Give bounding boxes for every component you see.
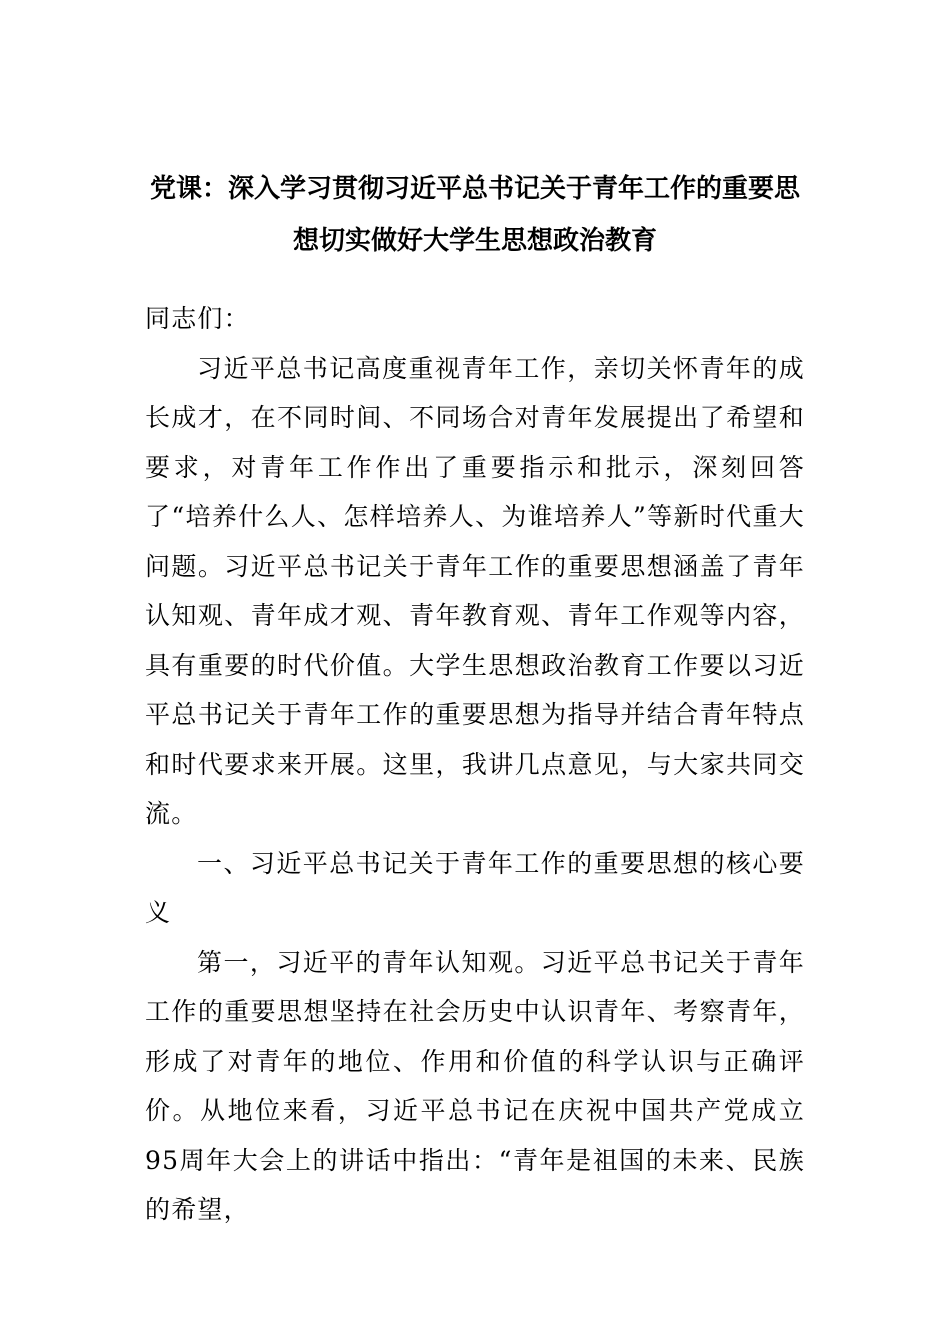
paragraph: 第一，习近平的青年认知观。习近平总书记关于青年工作的重要思想坚持在社会历史中认识青年、考察青年，形成了对青年的地位、作用和价值的科学认识与正确评价。从地位来看，习近平总书记在庆祝中国共产党成立95周年大会上的讲话中指出：“青年是祖国的未来、民族的希望， bbox=[145, 947, 805, 1225]
document-content bbox=[145, 146, 805, 1235]
paragraph: 习近平总书记高度重视青年工作，亲切关怀青年的成长成才，在不同时间、不同场合对青年发展提出了希望和要求，对青年工作作出了重要指示和批示，深刻回答了“培养什么人、怎样培养人、为谁培养人”等新时代重大问题。习近平总书记关于青年工作的重要思想涵盖了青年认知观、青年成才观、青年教育观、青年工作观等内容，具有重要的时代价值。大学生思想政治教育工作要以习近平总书记关于青年工作的重要思想为指导并结合青年特点和时代要求来开展。这里，我讲几点意见，与大家共同交流。 bbox=[145, 353, 805, 829]
paragraph: 一、习近平总书记关于青年工作的重要思想的核心要义 bbox=[145, 848, 805, 928]
document-body bbox=[145, 294, 805, 1235]
title-line-2: 想切实做好大学生思想政治教育 bbox=[292, 226, 657, 257]
document-title bbox=[145, 163, 805, 267]
title-line-1: 党课：深入学习贯彻习近平总书记关于青年工作的重要思 bbox=[149, 174, 800, 205]
paragraph: 同志们： bbox=[145, 304, 250, 334]
